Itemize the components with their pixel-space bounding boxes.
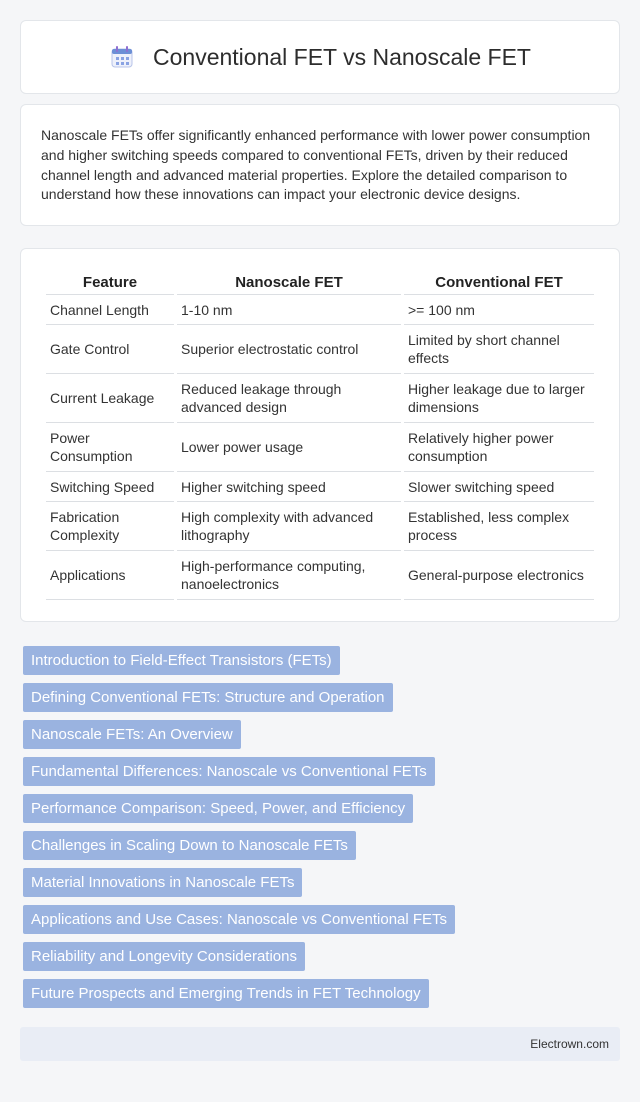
footer bbox=[20, 1027, 620, 1061]
header-nanoscale-fet: Nanoscale FET bbox=[177, 269, 401, 295]
toc-link-introduction[interactable]: Introduction to Field-Effect Transistors (FETs) bbox=[23, 646, 340, 675]
intro-text: Nanoscale FETs offer significantly enhanced performance with lower power consumption and higher switching speeds compared to conventional FETs, driven by their reduced channel length and advanced material properties. Explore the detailed comparison to understand how these innovations can impact your electronic device designs. bbox=[41, 127, 591, 203]
page-title: Conventional FET vs Nanoscale FET bbox=[153, 43, 531, 70]
table-row bbox=[46, 374, 594, 423]
nanoscale-cell: 1-10 nm bbox=[177, 295, 401, 325]
table-row bbox=[46, 502, 594, 551]
nanoscale-cell: High complexity with advanced lithography bbox=[177, 502, 401, 551]
header-conventional-fet: Conventional FET bbox=[404, 269, 594, 295]
toc-link-fundamental-differences[interactable]: Fundamental Differences: Nanoscale vs Conventional FETs bbox=[23, 757, 435, 786]
table-of-contents bbox=[20, 646, 620, 1008]
toc-link-defining-conventional[interactable]: Defining Conventional FETs: Structure and Operation bbox=[23, 683, 393, 712]
feature-cell: Gate Control bbox=[46, 325, 174, 374]
feature-cell: Fabrication Complexity bbox=[46, 502, 174, 551]
conventional-cell: Higher leakage due to larger dimensions bbox=[404, 374, 594, 423]
table-row bbox=[46, 551, 594, 600]
table-row bbox=[46, 325, 594, 374]
feature-cell: Switching Speed bbox=[46, 472, 174, 502]
intro-card bbox=[20, 104, 620, 226]
table-header-row bbox=[46, 269, 594, 295]
header-feature: Feature bbox=[46, 269, 174, 295]
feature-cell: Power Consumption bbox=[46, 423, 174, 472]
table-row bbox=[46, 295, 594, 325]
table-row bbox=[46, 423, 594, 472]
conventional-cell: Relatively higher power consumption bbox=[404, 423, 594, 472]
conventional-cell: >= 100 nm bbox=[404, 295, 594, 325]
nanoscale-cell: Superior electrostatic control bbox=[177, 325, 401, 374]
toc-link-performance-comparison[interactable]: Performance Comparison: Speed, Power, and Efficiency bbox=[23, 794, 413, 823]
calendar-icon bbox=[109, 44, 135, 70]
table-row bbox=[46, 472, 594, 502]
conventional-cell: Established, less complex process bbox=[404, 502, 594, 551]
conventional-cell: General-purpose electronics bbox=[404, 551, 594, 600]
conventional-cell: Slower switching speed bbox=[404, 472, 594, 502]
comparison-table-card bbox=[20, 248, 620, 622]
feature-cell: Channel Length bbox=[46, 295, 174, 325]
nanoscale-cell: Higher switching speed bbox=[177, 472, 401, 502]
toc-link-scaling-challenges[interactable]: Challenges in Scaling Down to Nanoscale FETs bbox=[23, 831, 356, 860]
footer-site-name: Electrown.com bbox=[530, 1037, 609, 1052]
nanoscale-cell: Lower power usage bbox=[177, 423, 401, 472]
feature-cell: Applications bbox=[46, 551, 174, 600]
toc-link-nanoscale-overview[interactable]: Nanoscale FETs: An Overview bbox=[23, 720, 241, 749]
toc-link-applications[interactable]: Applications and Use Cases: Nanoscale vs Conventional FETs bbox=[23, 905, 455, 934]
toc-link-reliability[interactable]: Reliability and Longevity Considerations bbox=[23, 942, 305, 971]
nanoscale-cell: Reduced leakage through advanced design bbox=[177, 374, 401, 423]
toc-link-material-innovations[interactable]: Material Innovations in Nanoscale FETs bbox=[23, 868, 302, 897]
feature-cell: Current Leakage bbox=[46, 374, 174, 423]
nanoscale-cell: High-performance computing, nanoelectronics bbox=[177, 551, 401, 600]
title-card bbox=[20, 20, 620, 94]
comparison-table bbox=[43, 269, 597, 600]
toc-link-future-prospects[interactable]: Future Prospects and Emerging Trends in FET Technology bbox=[23, 979, 429, 1008]
conventional-cell: Limited by short channel effects bbox=[404, 325, 594, 374]
